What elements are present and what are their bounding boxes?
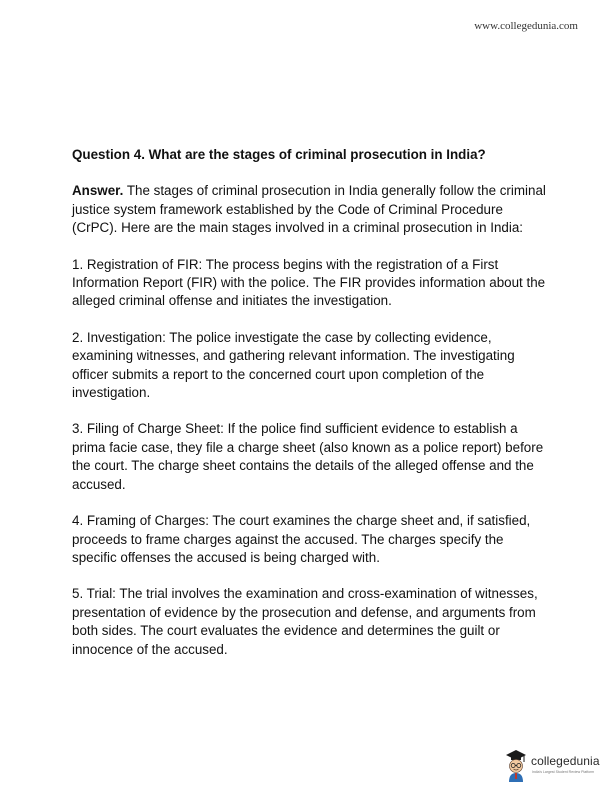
stage-1: 1. Registration of FIR: The process begins with the registration of a First Information Report (FIR) with the police. The FIR provides information about the alleged criminal offense and initiates the investigation. <box>72 256 546 309</box>
stage-2: 2. Investigation: The police investigate the case by collecting evidence, examining witnesses, and gathering relevant information. The investigating officer submits a report to the concerned court upon completion of the investigation. <box>72 329 515 401</box>
collegedunia-logo <box>505 748 612 784</box>
document-body <box>72 146 550 677</box>
answer-intro <box>72 182 550 237</box>
logo-tagline: India's Largest Student Review Platform <box>532 770 595 774</box>
answer-intro-text: The stages of criminal prosecution in India generally follow the criminal justice system framework established by the Code of Criminal Procedure (CrPC). Here are the main stages involved in a criminal prosecution in India: <box>72 183 546 236</box>
stage-4: 4. Framing of Charges: The court examines the charge sheet and, if satisfied, proceeds to frame charges against the accused. The charges specify the specific offenses the accused is being charged with. <box>72 513 531 565</box>
question-heading: Question 4. What are the stages of criminal prosecution in India? <box>72 147 486 162</box>
logo-brand-name: collegedunia <box>531 754 600 768</box>
student-mascot-icon <box>505 748 527 782</box>
stage-5: 5. Trial: The trial involves the examination and cross-examination of witnesses, presentation of evidence by the prosecution and defense, and arguments from both sides. The court evaluates the evidence and determines the guilt or innocence of the accused. <box>72 586 538 657</box>
header-site-url: www.collegedunia.com <box>474 20 578 32</box>
stage-3: 3. Filing of Charge Sheet: If the police find sufficient evidence to establish a prima facie case, they file a charge sheet (also known as a police report) before the court. The charge sheet contains the details of the alleged offense and the accused. <box>72 421 544 492</box>
answer-label: Answer. <box>72 183 124 199</box>
